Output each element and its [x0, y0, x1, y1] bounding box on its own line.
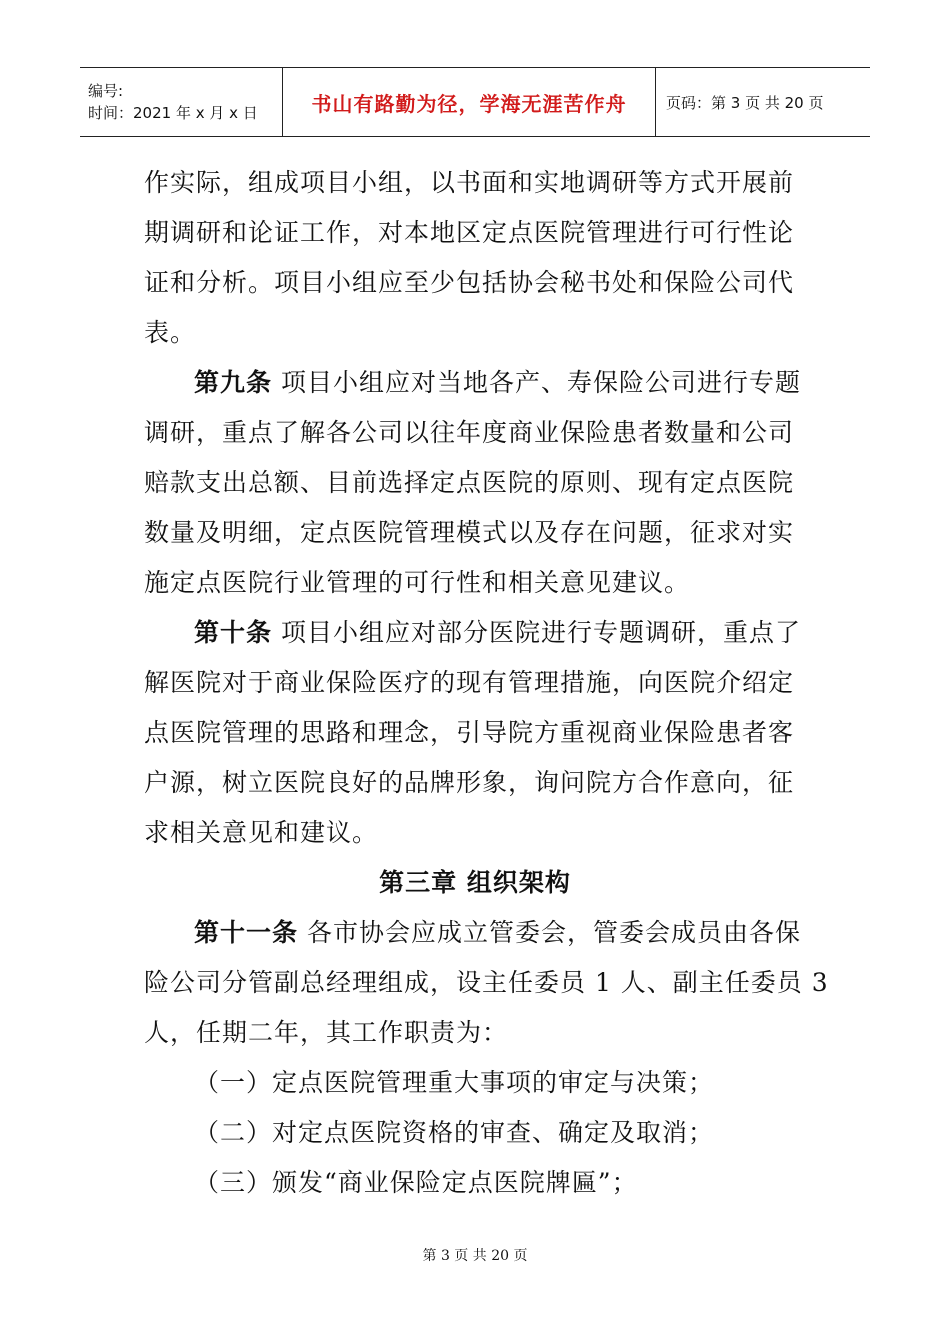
- line-text: 各市协会应成立管委会，管委会成员由各保: [298, 918, 801, 947]
- text-line: [144, 558, 806, 608]
- line-text: 作实际，组成项目小组，以书面和实地调研等方式开展前: [144, 168, 795, 197]
- line-text: 解医院对于商业保险医疗的现有管理措施，向医院介绍定: [144, 668, 795, 697]
- article-number: 第十一条: [194, 918, 299, 947]
- text-line: [144, 458, 806, 508]
- text-line: [144, 608, 806, 658]
- line-text: 户源，树立医院良好的品牌形象，询问院方合作意向，征: [144, 768, 795, 797]
- text-line: [144, 1158, 806, 1208]
- line-text: 人，任期二年，其工作职责为：: [144, 1018, 509, 1047]
- line-text: 表。: [144, 318, 197, 347]
- line-text: 险公司分管副总经理组成，设主任委员 1 人、副主任委员 3: [144, 968, 829, 997]
- text-line: [144, 758, 806, 808]
- line-text: （一）定点医院管理重大事项的审定与决策；: [194, 1068, 715, 1097]
- article-number: 第九条: [194, 368, 273, 397]
- line-text: 点医院管理的思路和理念，引导院方重视商业保险患者客: [144, 718, 795, 747]
- line-text: 数量及明细，定点医院管理模式以及存在问题，征求对实: [144, 518, 795, 547]
- line-text: 求相关意见和建议。: [144, 818, 379, 847]
- text-line: [144, 1058, 806, 1108]
- text-line: [144, 158, 806, 208]
- page-footer: 第 3 页 共 20 页: [422, 1248, 528, 1264]
- line-text: 项目小组应对当地各产、寿保险公司进行专题: [272, 368, 801, 397]
- page-header: [80, 67, 870, 137]
- article-number: 第十条: [194, 618, 273, 647]
- line-text: （二）对定点医院资格的审查、确定及取消；: [194, 1118, 715, 1147]
- header-meta: [80, 68, 283, 136]
- line-text: 证和分析。项目小组应至少包括协会秘书处和保险公司代: [144, 268, 795, 297]
- header-page-info: 页码：第 3 页 共 20 页: [666, 93, 824, 112]
- text-line: [144, 208, 806, 258]
- line-text: 调研，重点了解各公司以往年度商业保险患者数量和公司: [144, 418, 795, 447]
- text-line: [144, 808, 806, 858]
- text-line: [144, 258, 806, 308]
- text-line: [144, 358, 806, 408]
- chapter-heading: 第三章 组织架构: [379, 868, 571, 897]
- text-line: [144, 308, 806, 358]
- line-text: 项目小组应对部分医院进行专题调研，重点了: [272, 618, 801, 647]
- text-line: [144, 908, 806, 958]
- header-motto: 书山有路勤为径，学海无涯苦作舟: [311, 91, 627, 116]
- text-line: [144, 1008, 806, 1058]
- text-line: [144, 958, 829, 1008]
- line-text: 期调研和论证工作，对本地区定点医院管理进行可行性论: [144, 218, 795, 247]
- header-motto-cell: [283, 68, 656, 136]
- text-line: [144, 1108, 806, 1158]
- text-line: [144, 658, 806, 708]
- line-text: 施定点医院行业管理的可行性和相关意见建议。: [144, 568, 691, 597]
- line-text: （三）颁发“商业保险定点医院牌匾”；: [194, 1168, 638, 1197]
- document-number-label: 编号:: [88, 82, 124, 100]
- text-line: [144, 408, 806, 458]
- line-text: 赔款支出总额、目前选择定点医院的原则、现有定点医院: [144, 468, 795, 497]
- document-time-label: 时间：2021 年 x 月 x 日: [88, 104, 258, 122]
- document-body: [144, 158, 829, 1208]
- text-line: [144, 508, 806, 558]
- text-line: [144, 708, 806, 758]
